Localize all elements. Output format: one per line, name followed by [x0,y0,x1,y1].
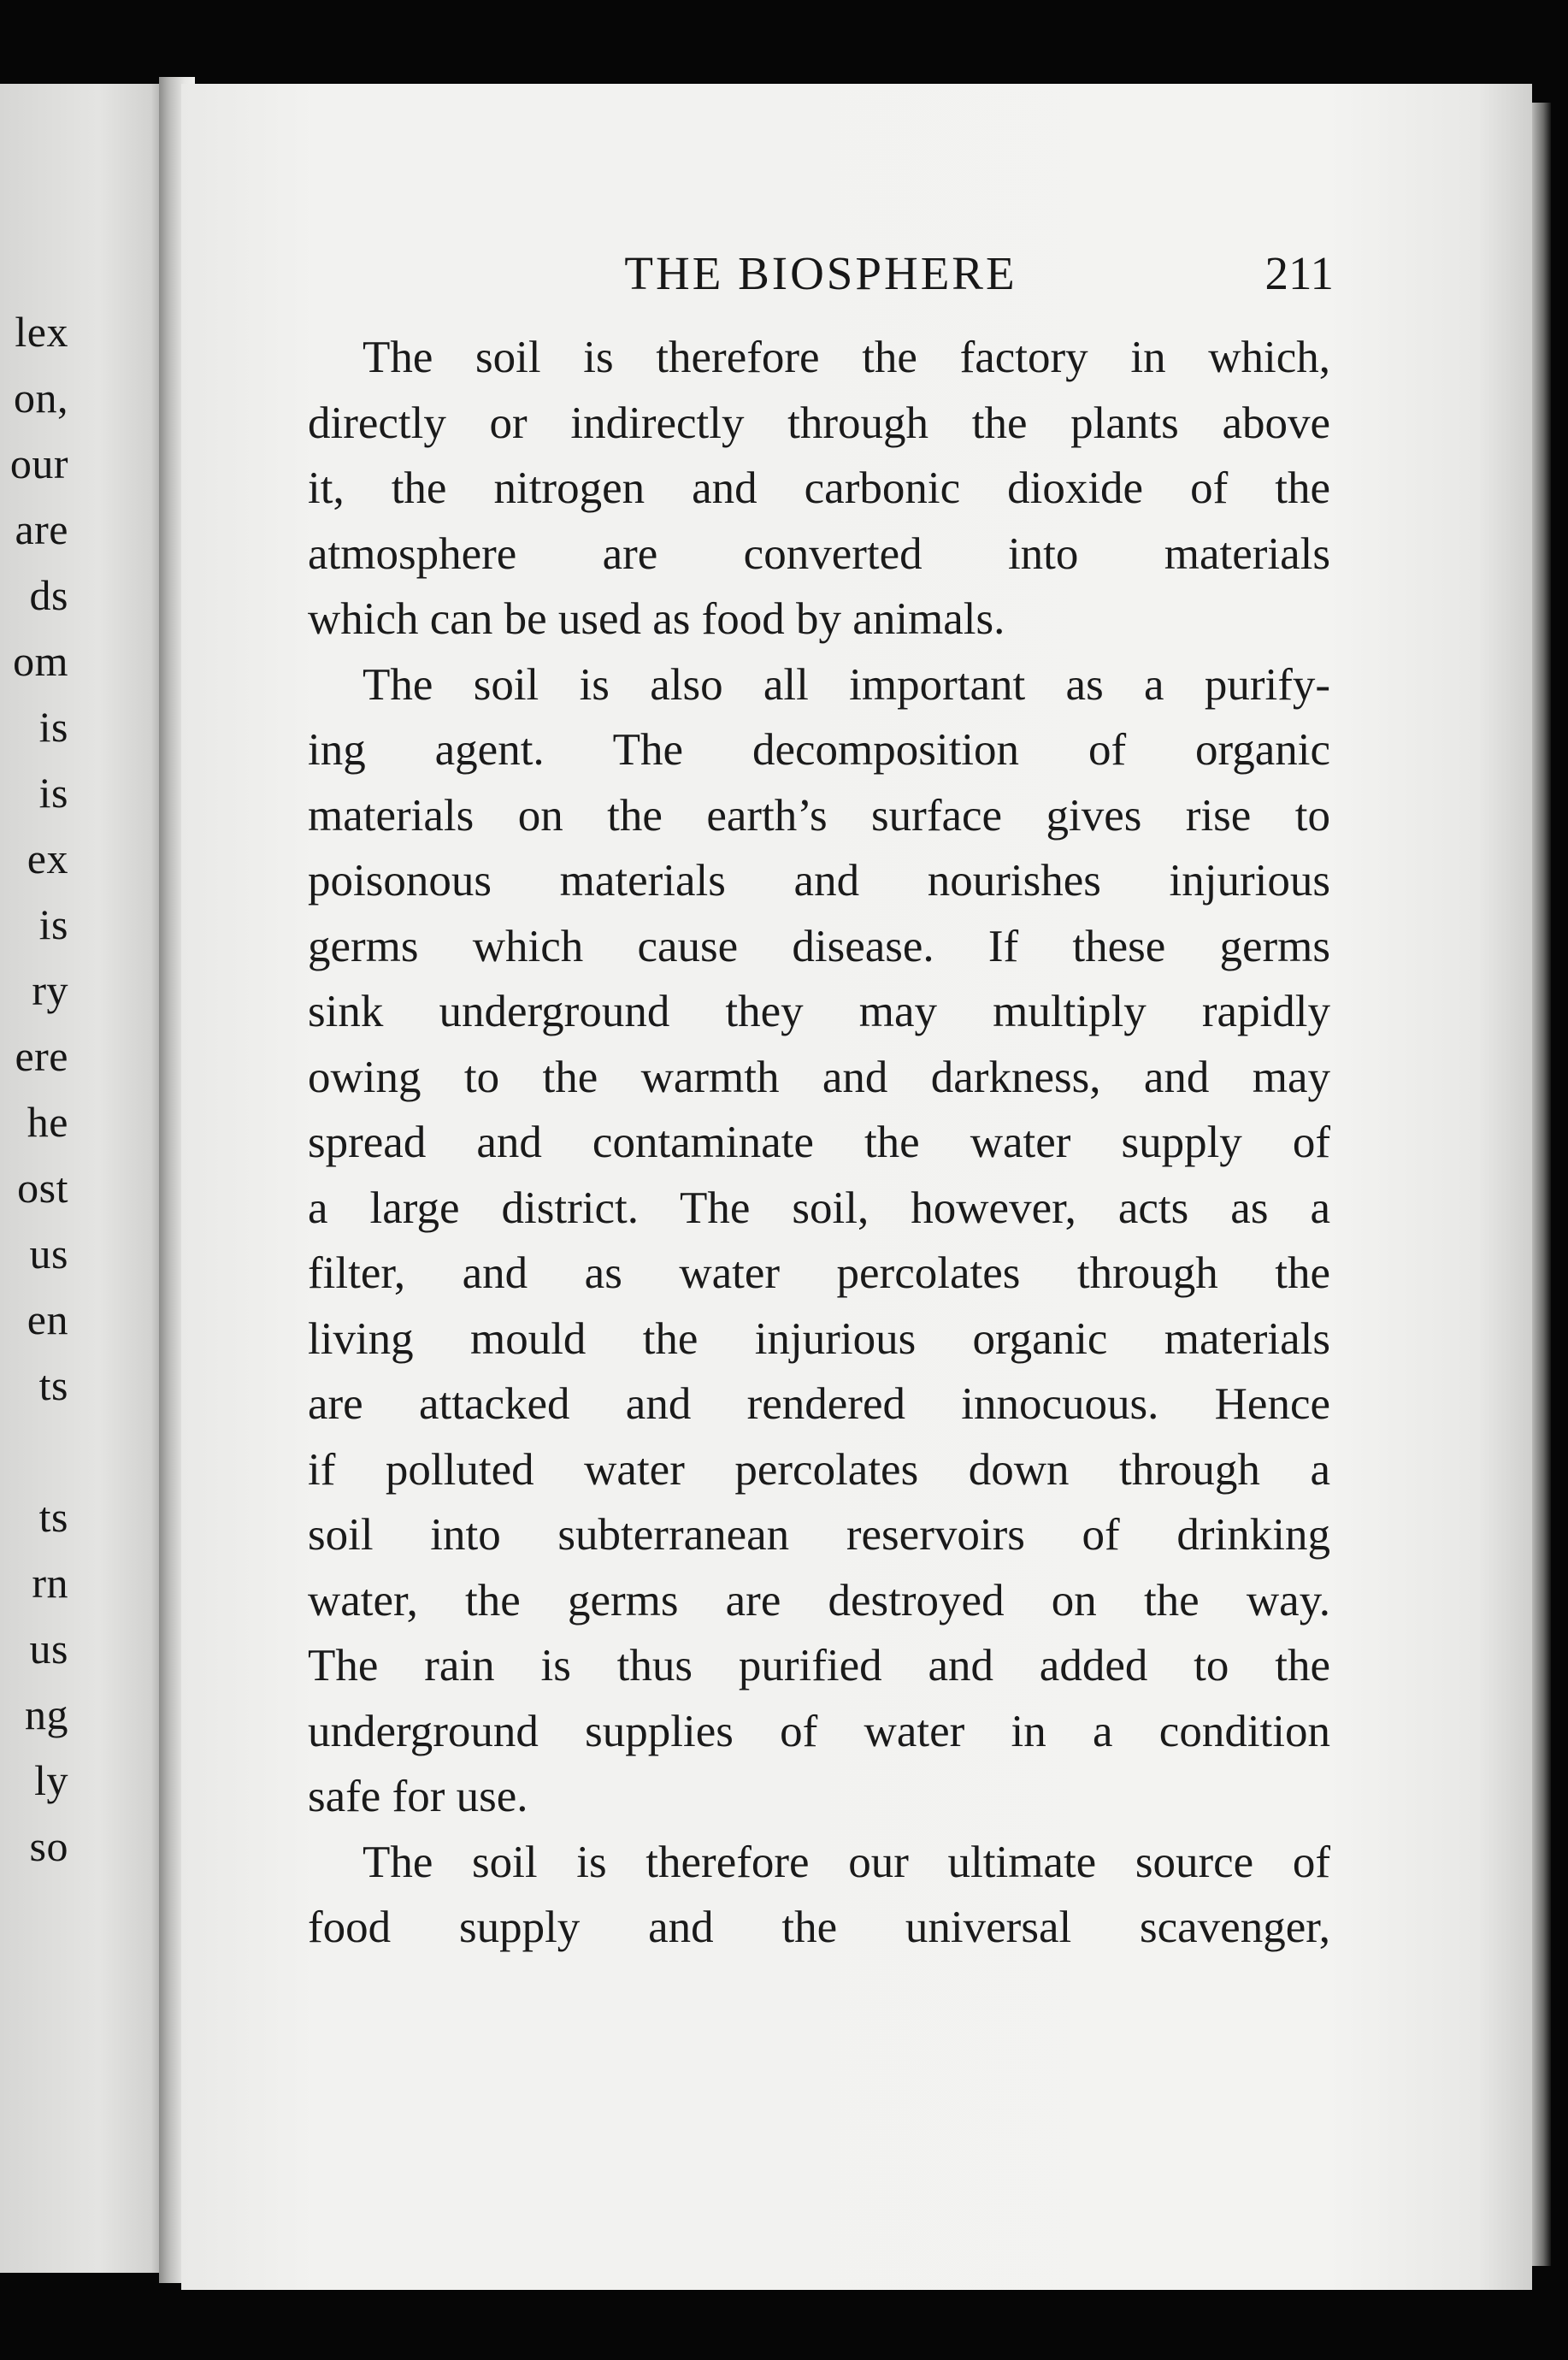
previous-page-line: he [27,1098,68,1146]
previous-page-line-endings [0,299,68,1879]
text-line: are attacked and rendered innocuous. Hence [308,1379,1330,1429]
previous-page-line: ly [34,1756,68,1804]
previous-page-line: on, [14,374,68,422]
previous-page-line: so [29,1822,68,1870]
text-line: it, the nitrogen and carbonic dioxide of the [308,463,1330,513]
text-line: living mould the injurious organic materials [308,1313,1330,1364]
previous-page-line: ng [25,1690,68,1738]
text-line: germs which cause disease. If these germs [308,921,1330,971]
previous-page-line: is [38,900,68,948]
previous-page-line: us [29,1625,68,1673]
previous-page-line: en [27,1295,68,1343]
text-line: spread and contaminate the water supply of [308,1118,1330,1167]
text-line: The soil is therefore our ultimate source of [363,1837,1330,1887]
text-line: The soil is therefore the factory in which, [363,333,1330,382]
page-body-text [308,325,1330,1961]
previous-page-line: om [13,637,68,685]
previous-page-line: are [15,505,68,553]
text-line: ing agent. The decomposition of organic [308,725,1330,775]
text-line: a large district. The soil, however, acts as a [308,1183,1330,1233]
text-line: materials on the earth’s surface gives rise to [308,790,1330,841]
previous-page-line: ds [29,571,68,619]
previous-page-line: ost [17,1164,68,1212]
text-line: atmosphere are converted into materials [308,528,1330,579]
text-line: water, the germs are destroyed on the way. [308,1575,1330,1625]
text-line: poisonous materials and nourishes injurious [308,856,1330,906]
previous-page-fragment [0,84,164,2273]
previous-page-line [0,1419,68,1484]
text-line: sink underground they may multiply rapidly [308,987,1330,1036]
previous-page-line: is [38,703,68,751]
previous-page-line: ere [15,1032,68,1080]
text-line: The rain is thus purified and added to the [308,1641,1330,1690]
previous-page-line: is [38,769,68,817]
previous-page-line: our [9,440,68,487]
previous-page-line: ts [38,1493,68,1541]
previous-page-line: us [29,1230,68,1277]
page-edge-shadow [1532,103,1551,2266]
text-line: food supply and the universal scavenger, [308,1903,1330,1952]
previous-page-line: lex [15,308,68,356]
previous-page-line: ts [38,1361,68,1409]
previous-page-line: ex [27,835,68,882]
text-line: The soil is also all important as a purify- [363,659,1330,710]
running-head-title: THE BIOSPHERE [624,247,1017,299]
page-number: 211 [1264,247,1334,299]
text-line: which can be used as food by animals. [308,594,1005,644]
text-line: safe for use. [308,1772,528,1821]
text-line: filter, and as water percolates through the [308,1248,1330,1298]
text-line: directly or indirectly through the plants above [308,398,1330,448]
previous-page-line: rn [32,1559,68,1607]
running-head [308,238,1334,310]
previous-page-line: ry [32,966,68,1014]
text-line: underground supplies of water in a condition [308,1706,1330,1756]
text-line: if polluted water percolates down through a [308,1444,1330,1495]
text-line: owing to the warmth and darkness, and may [308,1052,1330,1102]
text-line: soil into subterranean reservoirs of drinking [308,1510,1330,1560]
